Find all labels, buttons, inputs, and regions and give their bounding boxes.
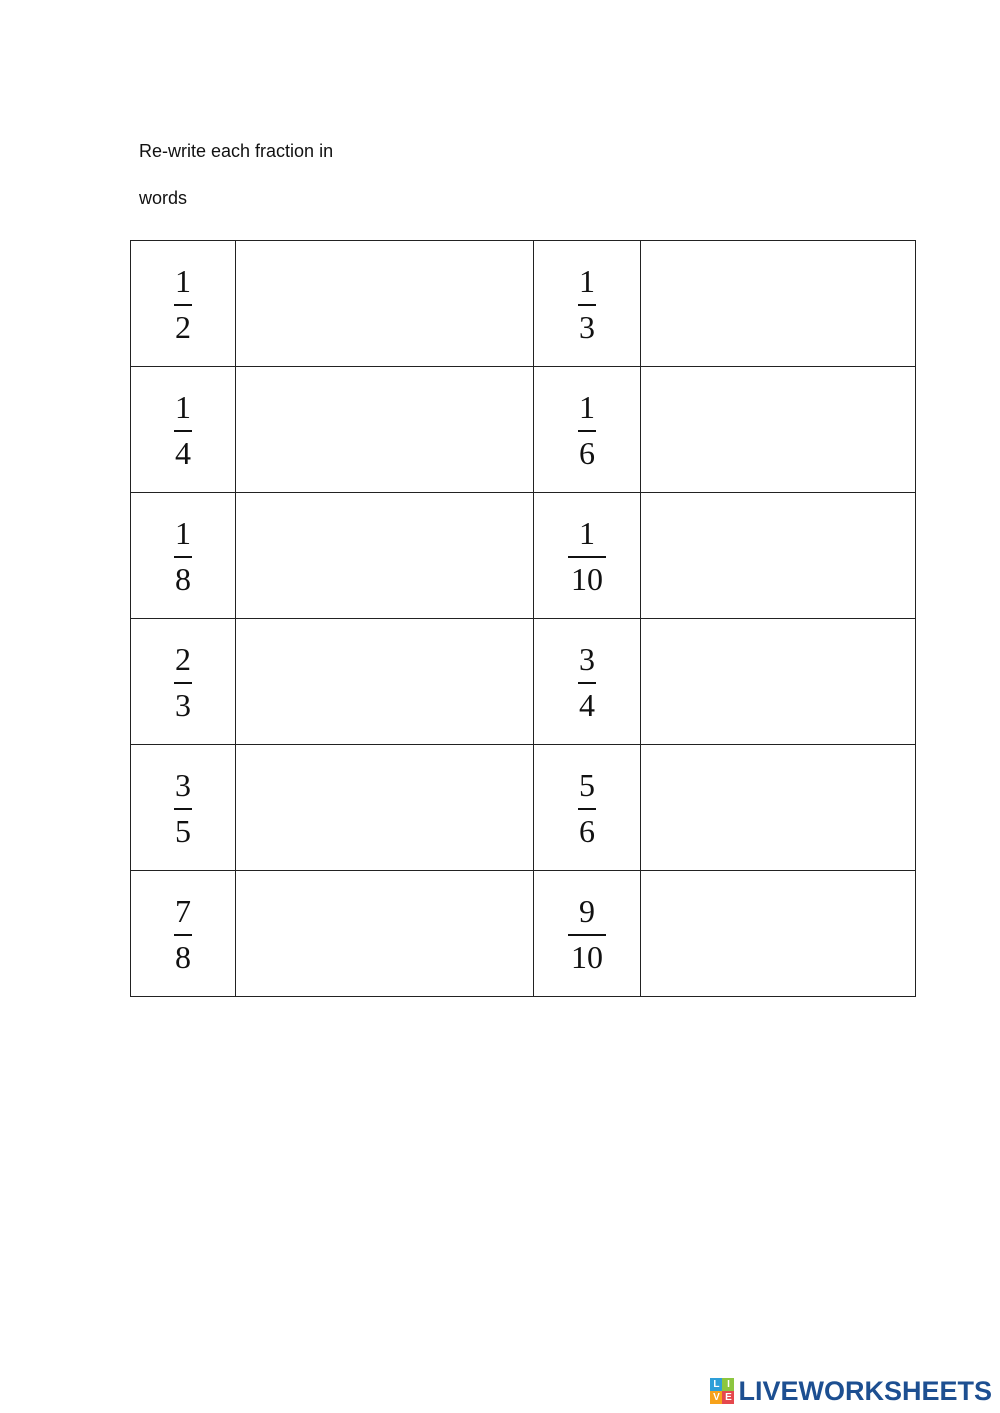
answer-cell[interactable] bbox=[236, 745, 534, 871]
fraction-denominator: 4 bbox=[579, 686, 595, 723]
fractions-table bbox=[130, 240, 916, 997]
answer-cell[interactable] bbox=[236, 493, 534, 619]
fraction-bar bbox=[174, 934, 192, 936]
table-row bbox=[131, 241, 916, 367]
fraction bbox=[568, 892, 606, 976]
fraction-numerator: 3 bbox=[175, 766, 191, 803]
answer-cell[interactable] bbox=[236, 619, 534, 745]
table-row bbox=[131, 871, 916, 997]
logo-letter: L bbox=[710, 1378, 722, 1391]
fraction-bar bbox=[568, 556, 606, 558]
fraction-cell bbox=[534, 745, 641, 871]
fraction-denominator: 5 bbox=[175, 812, 191, 849]
fraction-denominator: 3 bbox=[579, 308, 595, 345]
fraction-bar bbox=[578, 682, 596, 684]
fraction-bar bbox=[174, 808, 192, 810]
answer-cell[interactable] bbox=[641, 619, 916, 745]
answer-cell[interactable] bbox=[641, 493, 916, 619]
fraction-numerator: 9 bbox=[579, 892, 595, 929]
answer-cell[interactable] bbox=[236, 871, 534, 997]
fraction-denominator: 10 bbox=[571, 938, 603, 975]
fraction-denominator: 6 bbox=[579, 812, 595, 849]
fraction-bar bbox=[568, 934, 606, 936]
table-row bbox=[131, 367, 916, 493]
table-row bbox=[131, 745, 916, 871]
answer-cell[interactable] bbox=[236, 241, 534, 367]
fraction bbox=[568, 514, 606, 598]
fraction-denominator: 2 bbox=[175, 308, 191, 345]
fraction-denominator: 3 bbox=[175, 686, 191, 723]
fraction-denominator: 10 bbox=[571, 560, 603, 597]
fraction bbox=[578, 640, 596, 724]
liveworksheets-brand bbox=[710, 1376, 992, 1406]
fraction-numerator: 1 bbox=[175, 388, 191, 425]
fraction-denominator: 8 bbox=[175, 560, 191, 597]
fraction bbox=[174, 514, 192, 598]
table-row bbox=[131, 493, 916, 619]
fraction-numerator: 7 bbox=[175, 892, 191, 929]
fraction-numerator: 1 bbox=[579, 514, 595, 551]
brand-name: LIVEWORKSHEETS bbox=[738, 1376, 992, 1406]
instruction-line-2: words bbox=[139, 188, 188, 208]
fraction bbox=[174, 262, 192, 346]
fraction-cell bbox=[131, 241, 236, 367]
fraction-numerator: 3 bbox=[579, 640, 595, 677]
fraction bbox=[174, 640, 192, 724]
answer-cell[interactable] bbox=[641, 871, 916, 997]
fraction bbox=[578, 766, 596, 850]
fractions-table-body bbox=[131, 241, 916, 997]
fraction-denominator: 4 bbox=[175, 434, 191, 471]
fraction-cell bbox=[131, 871, 236, 997]
fraction bbox=[174, 892, 192, 976]
fraction-cell bbox=[534, 493, 641, 619]
logo-letter: I bbox=[722, 1378, 734, 1391]
fraction bbox=[174, 766, 192, 850]
answer-cell[interactable] bbox=[641, 367, 916, 493]
fraction-numerator: 2 bbox=[175, 640, 191, 677]
fraction-bar bbox=[578, 304, 596, 306]
fraction-cell bbox=[131, 619, 236, 745]
fraction-bar bbox=[578, 430, 596, 432]
table-row bbox=[131, 619, 916, 745]
fraction-numerator: 1 bbox=[175, 262, 191, 299]
fraction bbox=[578, 262, 596, 346]
fraction-numerator: 1 bbox=[579, 388, 595, 425]
fraction-cell bbox=[534, 619, 641, 745]
fraction-bar bbox=[174, 556, 192, 558]
fraction-bar bbox=[174, 430, 192, 432]
logo-letter: V bbox=[710, 1391, 722, 1404]
fraction-numerator: 1 bbox=[579, 262, 595, 299]
liveworksheets-logo-icon bbox=[710, 1378, 734, 1404]
answer-cell[interactable] bbox=[236, 367, 534, 493]
fraction bbox=[174, 388, 192, 472]
fraction-cell bbox=[131, 367, 236, 493]
fraction-bar bbox=[174, 682, 192, 684]
fraction-denominator: 6 bbox=[579, 434, 595, 471]
fraction-bar bbox=[174, 304, 192, 306]
fraction-numerator: 1 bbox=[175, 514, 191, 551]
fraction-cell bbox=[131, 745, 236, 871]
answer-cell[interactable] bbox=[641, 241, 916, 367]
fraction-numerator: 5 bbox=[579, 766, 595, 803]
fraction-cell bbox=[534, 241, 641, 367]
fraction-cell bbox=[534, 367, 641, 493]
fraction-bar bbox=[578, 808, 596, 810]
fraction-denominator: 8 bbox=[175, 938, 191, 975]
answer-cell[interactable] bbox=[641, 745, 916, 871]
logo-letter: E bbox=[722, 1391, 734, 1404]
fraction-cell bbox=[131, 493, 236, 619]
fraction-cell bbox=[534, 871, 641, 997]
instruction-line-1: Re-write each fraction in bbox=[139, 141, 334, 161]
fraction bbox=[578, 388, 596, 472]
